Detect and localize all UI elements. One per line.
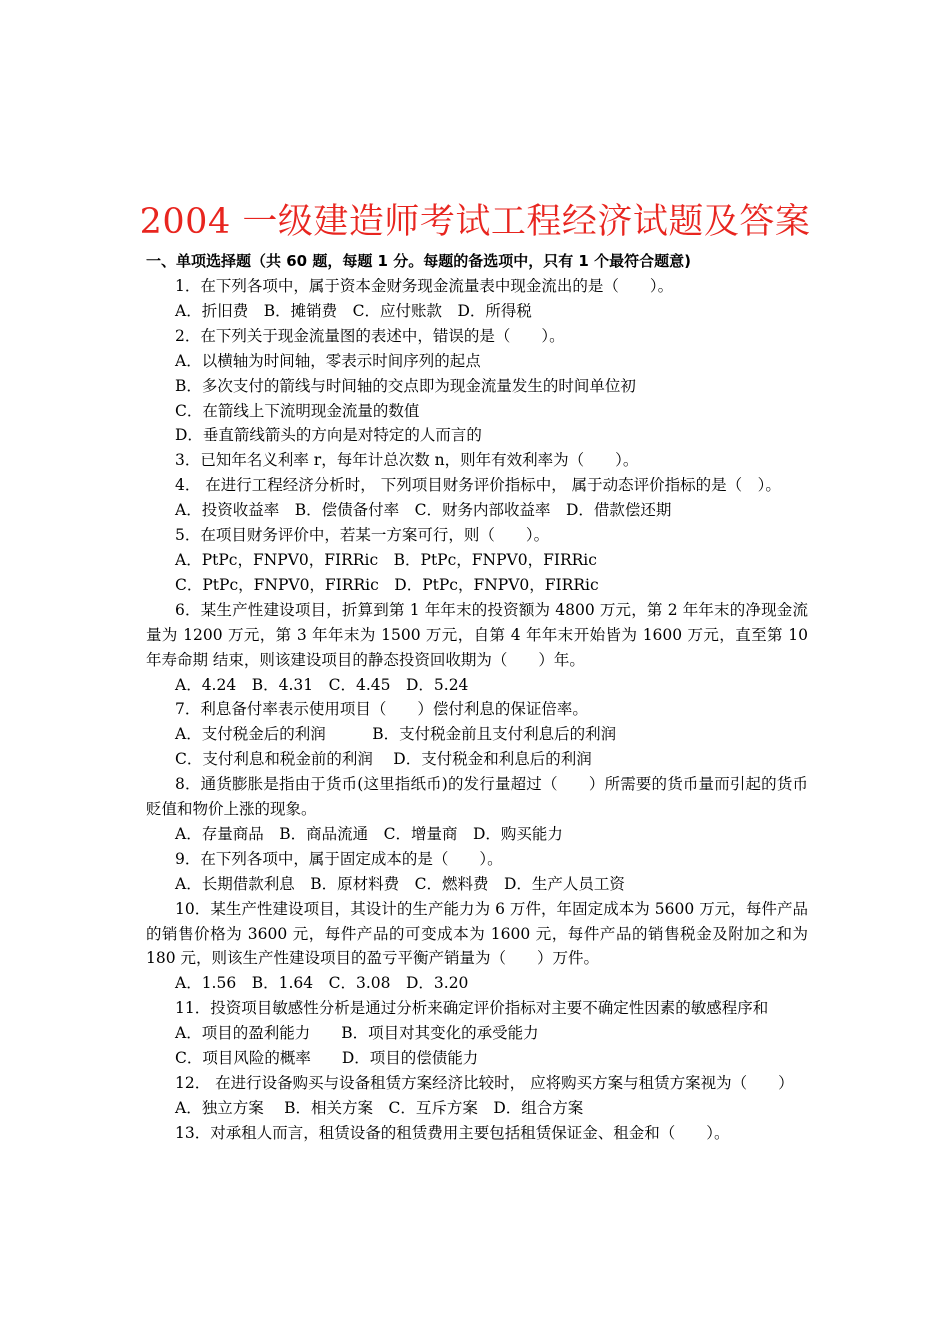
text-line: 7．利息备付率表示使用项目（ ）偿付利息的保证倍率。 [175, 700, 588, 719]
text-line: A．长期借款利息 B．原材料费 C．燃料费 D．生产人员工资 [175, 874, 625, 893]
question-paragraph: 11．投资项目敏感性分析是通过分析来确定评价指标对主要不确定性因素的敏感程序和 [175, 999, 769, 1018]
text-line: A．投资收益率 B．偿债备付率 C．财务内部收益率 D．借款偿还期 [175, 501, 672, 520]
text-line: A．折旧费 B．摊销费 C．应付账款 D．所得税 [175, 301, 532, 320]
text-line: A．以横轴为时间轴，零表示时间序列的起点 [175, 351, 481, 370]
text-line: A．PtPc，FNPV0，FIRRic B．PtPc，FNPV0，FIRRic [175, 550, 597, 569]
section-heading: 一、单项选择题（共 60 题，每题 1 分。每题的备选项中，只有 1 个最符合题意) [146, 252, 691, 270]
text-line: A．项目的盈利能力 B．项目对其变化的承受能力 [175, 1024, 539, 1043]
text-line: C．在箭线上下流明现金流量的数值 [175, 401, 420, 420]
text-line: C．PtPc，FNPV0，FIRRic D．PtPc，FNPV0，FIRRic [175, 575, 599, 594]
text-line: 3．已知年名义利率 r，每年计总次数 n，则年有效利率为（ ）。 [175, 451, 639, 470]
text-line: A．4.24 B．4.31 C．4.45 D．5.24 [175, 675, 469, 694]
text-line: A．存量商品 B．商品流通 C．增量商 D．购买能力 [175, 824, 563, 843]
text-line: 1．在下列各项中，属于资本金财务现金流量表中现金流出的是（ ）。 [175, 277, 674, 295]
page-title: 2004 一级建造师考试工程经济试题及答案 [139, 202, 811, 242]
text-line: 2．在下列关于现金流量图的表述中，错误的是（ ）。 [175, 326, 565, 345]
document-body [146, 274, 808, 1146]
question-paragraph: 4． 在进行工程经济分析时， 下列项目财务评价指标中， 属于动态评价指标的是（ ）。 [175, 476, 781, 495]
text-line: A．独立方案 B．相关方案 C．互斥方案 D．组合方案 [175, 1098, 584, 1117]
question-paragraph: 6．某生产性建设项目，折算到第 1 年年末的投资额为 4800 万元，第 2 年年末的净现金流 量为 1200 万元，第 3 年年末为 1500 万元，自第 4 年年末开始皆为 1600 万元，直至第 10 年寿命期 结束，则该建设项目的静态投资回收期为（ ）年。 [146, 600, 808, 669]
text-line: B．多次支付的箭线与时间轴的交点即为现金流量发生的时间单位初 [175, 376, 636, 395]
text-line: 9．在下列各项中，属于固定成本的是（ ）。 [175, 849, 503, 868]
text-line: A．支付税金后的利润 B．支付税金前且支付利息后的利润 [175, 725, 617, 744]
text-line: 13．对承租人而言，租赁设备的租赁费用主要包括租赁保证金、租金和（ ）。 [175, 1123, 730, 1142]
question-paragraph: 8．通货膨胀是指由于货币(这里指纸币)的发行量超过（ ）所需要的货币量而引起的货币贬值和物价上涨的现象。 [146, 775, 808, 819]
text-line: C．项目风险的概率 D．项目的偿债能力 [175, 1049, 479, 1068]
question-paragraph: 12． 在进行设备购买与设备租赁方案经济比较时， 应将购买方案与租赁方案视为（ ） [175, 1074, 794, 1092]
text-line: C．支付利息和税金前的利润 D．支付税金和利息后的利润 [175, 750, 592, 769]
text-line: A．1.56 B．1.64 C．3.08 D．3.20 [175, 974, 469, 993]
question-paragraph: 10．某生产性建设项目，其设计的生产能力为 6 万件，年固定成本为 5600 万元，每件产品的销售价格为 3600 元，每件产品的可变成本为 1600 元，每件产品的销售税金及附加之和为 180 元，则该生产性建设项目的盈亏平衡产销量为（ ）万件。 [146, 899, 808, 968]
text-line: D．垂直箭线箭头的方向是对特定的人而言的 [175, 426, 482, 445]
text-line: 5．在项目财务评价中，若某一方案可行，则（ ）。 [175, 526, 550, 545]
